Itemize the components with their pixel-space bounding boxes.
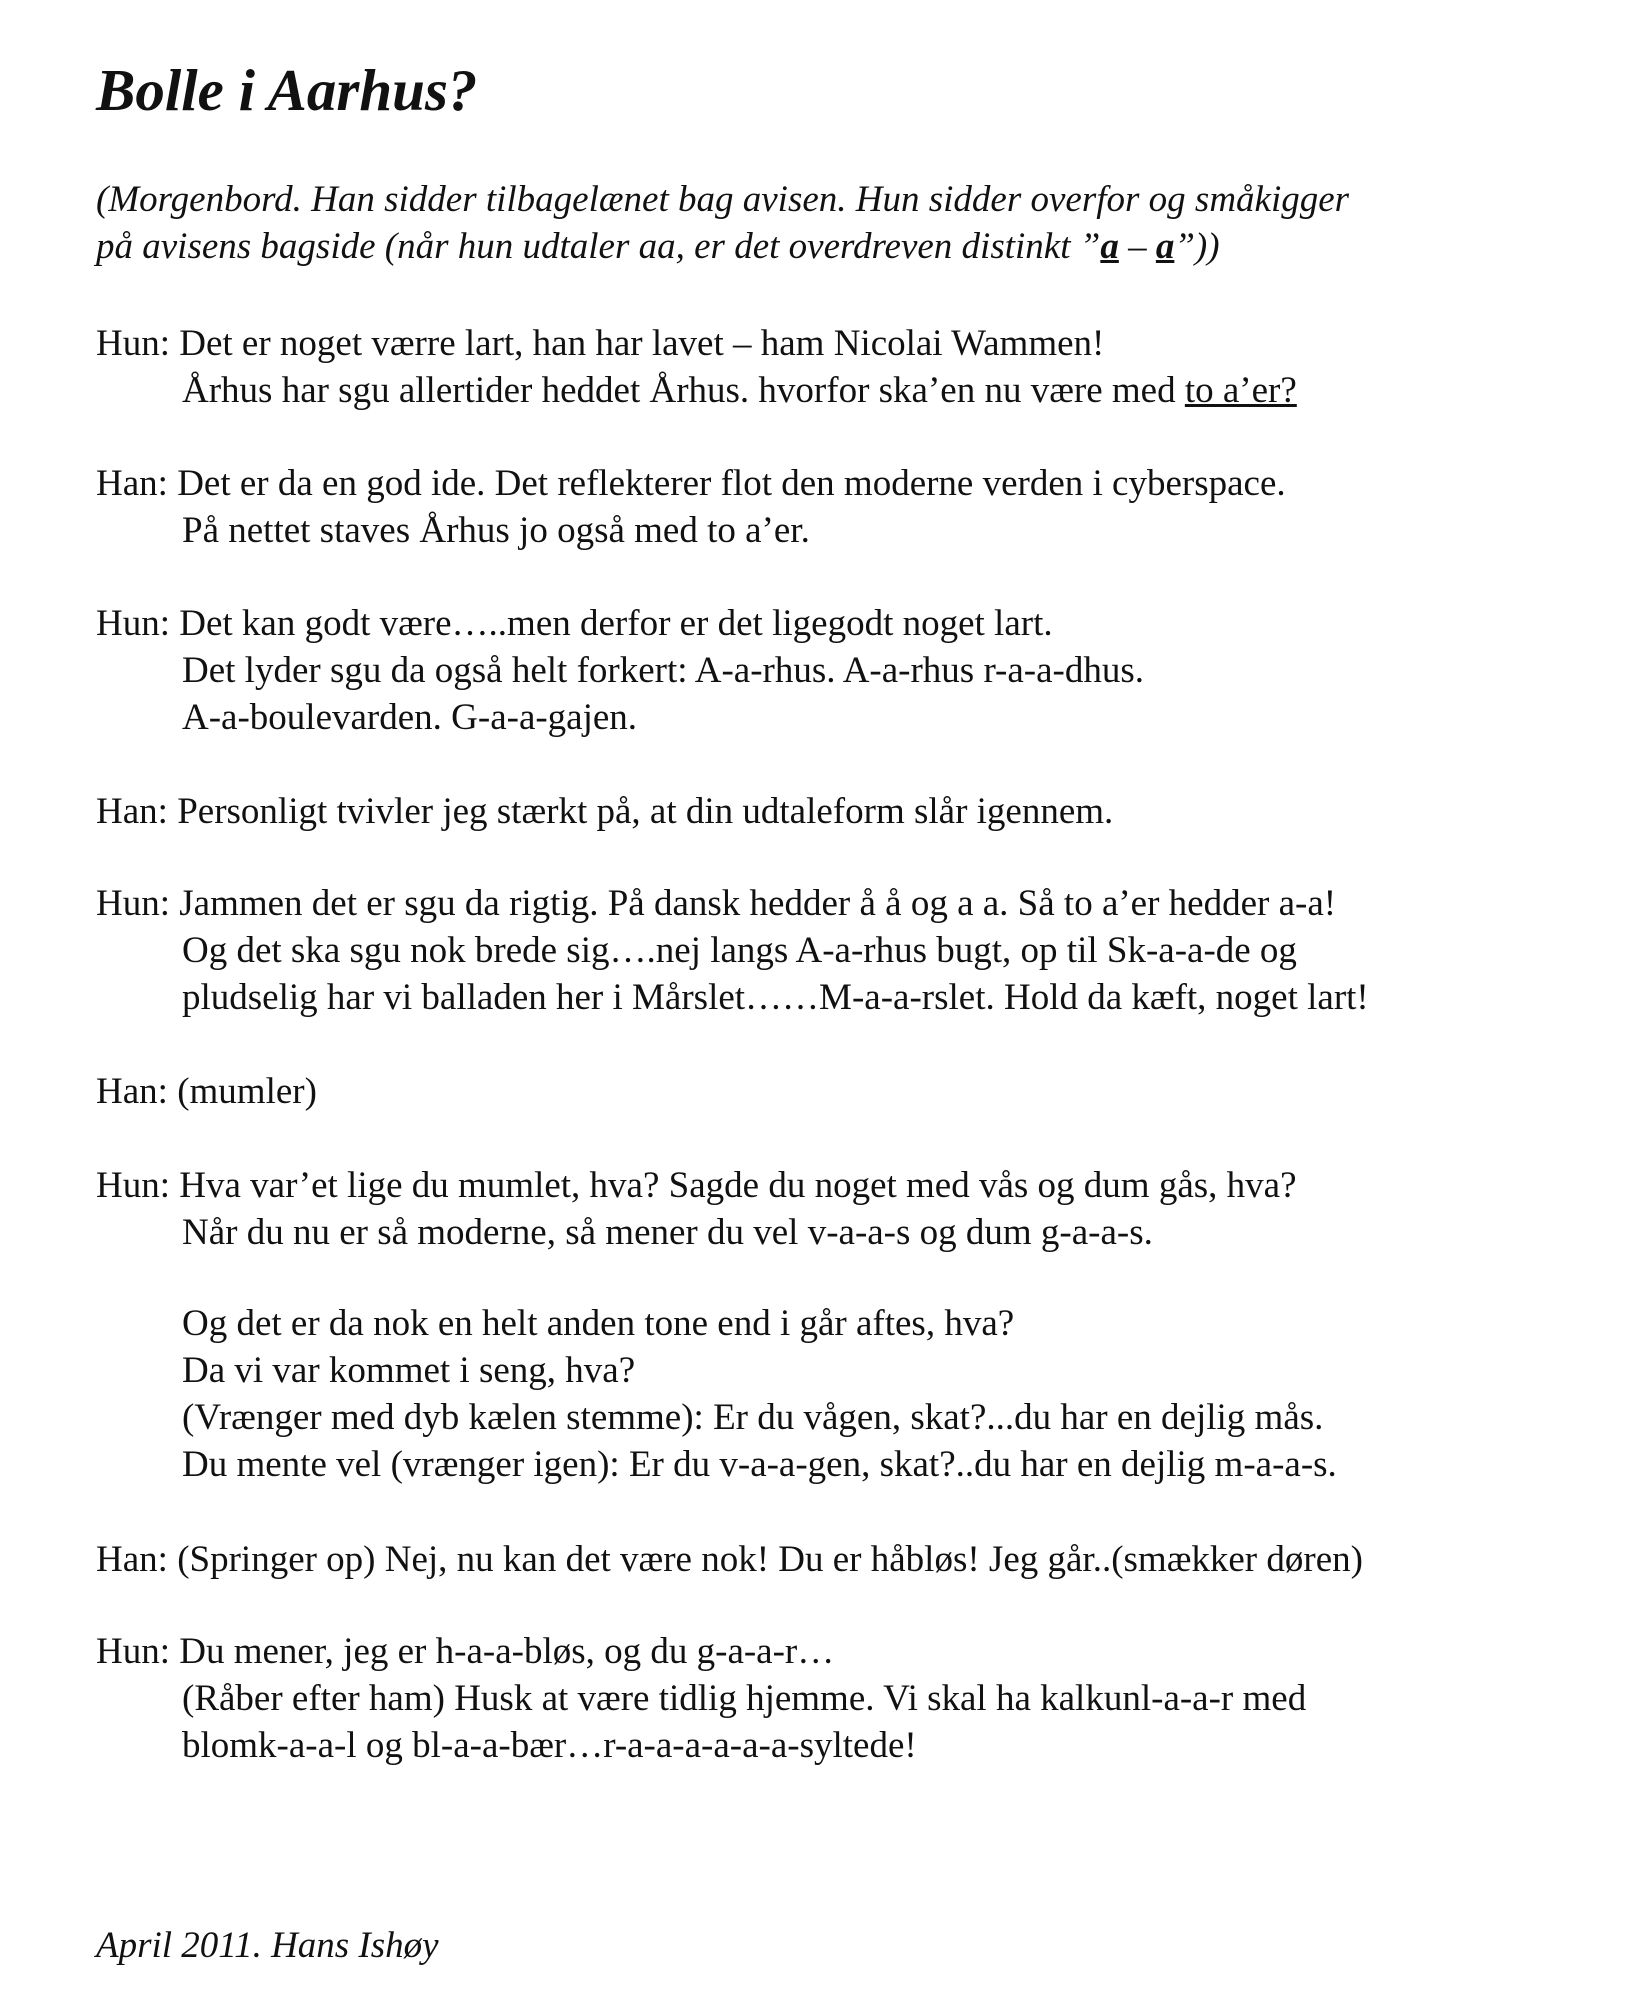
dialogue-continuation: Når du nu er så moderne, så mener du vel v-a-a-s og dum g-a-a-s.	[182, 1212, 1153, 1253]
dialogue-text: Det er da en god ide. Det reflekterer flot den moderne verden i cyberspace.	[177, 463, 1286, 504]
stage-direction-text: på avisens bagside (når hun udtaler aa, er det overdreven distinkt ”	[96, 226, 1101, 267]
stage-direction-dash: –	[1118, 226, 1156, 267]
signature: April 2011. Hans Ishøy	[96, 1925, 439, 1966]
dialogue-continuation: A-a-boulevarden. G-a-a-gajen.	[182, 697, 638, 738]
speaker-label: Hun:	[96, 883, 170, 924]
dialogue-continuation: Da vi var kommet i seng, hva?	[182, 1350, 636, 1391]
dialogue-first-line	[96, 320, 1297, 367]
dialogue-first-line	[96, 880, 1369, 927]
dialogue-text: Jammen det er sgu da rigtig. På dansk hedder å å og a a. Så to a’er hedder a-a!	[179, 883, 1337, 924]
dialogue-text: Århus har sgu allertider heddet Århus. hvorfor ska’en nu være med	[182, 370, 1185, 411]
dialogue-first-line	[96, 1536, 1363, 1583]
dialogue-first-line	[96, 600, 1144, 647]
underlined-a-1: a	[1100, 226, 1119, 267]
dialogue-turn	[96, 1162, 1297, 1256]
dialogue-text: (mumler)	[177, 1071, 317, 1112]
dialogue-first-line	[96, 1162, 1297, 1209]
underlined-phrase: to a’er?	[1184, 370, 1297, 411]
dialogue-turn	[96, 1068, 317, 1115]
speaker-label: Han:	[96, 463, 168, 504]
dialogue-continuation: blomk-a-a-l og bl-a-a-bær…r-a-a-a-a-a-a-syltede!	[182, 1725, 917, 1766]
stage-direction-line-1: (Morgenbord. Han sidder tilbagelænet bag avisen. Hun sidder overfor og småkigger	[96, 179, 1350, 220]
dialogue-text: Du mener, jeg er h-a-a-bløs, og du g-a-a-r…	[179, 1631, 835, 1672]
dialogue-turn	[96, 788, 1113, 835]
dialogue-continuation: Og det ska sgu nok brede sig….nej langs A-a-rhus bugt, op til Sk-a-a-de og	[182, 930, 1297, 971]
speaker-label: Hun:	[96, 1631, 170, 1672]
stage-direction-line-2	[96, 223, 1349, 270]
dialogue-text: (Springer op) Nej, nu kan det være nok! Du er håbløs! Jeg går..(smækker døren)	[177, 1539, 1363, 1580]
dialogue-text: Det kan godt være…..men derfor er det ligegodt noget lart.	[179, 603, 1053, 644]
document-title: Bolle i Aarhus?	[96, 57, 478, 123]
dialogue-turn	[96, 460, 1286, 554]
dialogue-continuation: (Vrænger med dyb kælen stemme): Er du vågen, skat?...du har en dejlig mås.	[182, 1397, 1324, 1438]
speaker-label: Hun:	[96, 323, 170, 364]
dialogue-text: Personligt tvivler jeg stærkt på, at din udtaleform slår igennem.	[177, 791, 1114, 832]
dialogue-continuation: På nettet staves Århus jo også med to a’er.	[182, 510, 810, 551]
dialogue-turn	[96, 880, 1369, 1021]
dialogue-turn	[96, 600, 1144, 741]
dialogue-continuation: Du mente vel (vrænger igen): Er du v-a-a-gen, skat?..du har en dejlig m-a-a-s.	[182, 1444, 1337, 1485]
speaker-label: Hun:	[96, 1165, 170, 1206]
stage-direction	[96, 176, 1349, 270]
dialogue-turn	[96, 1300, 1337, 1488]
dialogue-continuation: pludselig har vi balladen her i Mårslet……M-a-a-rslet. Hold da kæft, noget lart!	[182, 977, 1369, 1018]
dialogue-first-line	[96, 788, 1113, 835]
speaker-label: Han:	[96, 1071, 168, 1112]
speaker-label: Hun:	[96, 603, 170, 644]
dialogue-continuation: Og det er da nok en helt anden tone end i går aftes, hva?	[182, 1303, 1015, 1344]
underlined-a-2: a	[1155, 226, 1175, 267]
dialogue-text: Hva var’et lige du mumlet, hva? Sagde du noget med vås og dum gås, hva?	[179, 1165, 1297, 1206]
dialogue-first-line	[96, 1628, 1306, 1675]
dialogue-first-line	[96, 460, 1286, 507]
dialogue-first-line	[96, 1068, 317, 1115]
dialogue-continuation	[96, 367, 1297, 414]
dialogue-continuation: (Råber efter ham) Husk at være tidlig hjemme. Vi skal ha kalkunl-a-a-r med	[182, 1678, 1307, 1719]
stage-direction-close: ”))	[1174, 226, 1220, 267]
speaker-label: Han:	[96, 1539, 168, 1580]
dialogue-continuation: Det lyder sgu da også helt forkert: A-a-rhus. A-a-rhus r-a-a-dhus.	[182, 650, 1144, 691]
dialogue-text: Det er noget værre lart, han har lavet – ham Nicolai Wammen!	[179, 323, 1105, 364]
dialogue-turn	[96, 1628, 1306, 1769]
dialogue-turn	[96, 320, 1297, 414]
speaker-label: Han:	[96, 791, 168, 832]
dialogue-turn	[96, 1536, 1363, 1583]
